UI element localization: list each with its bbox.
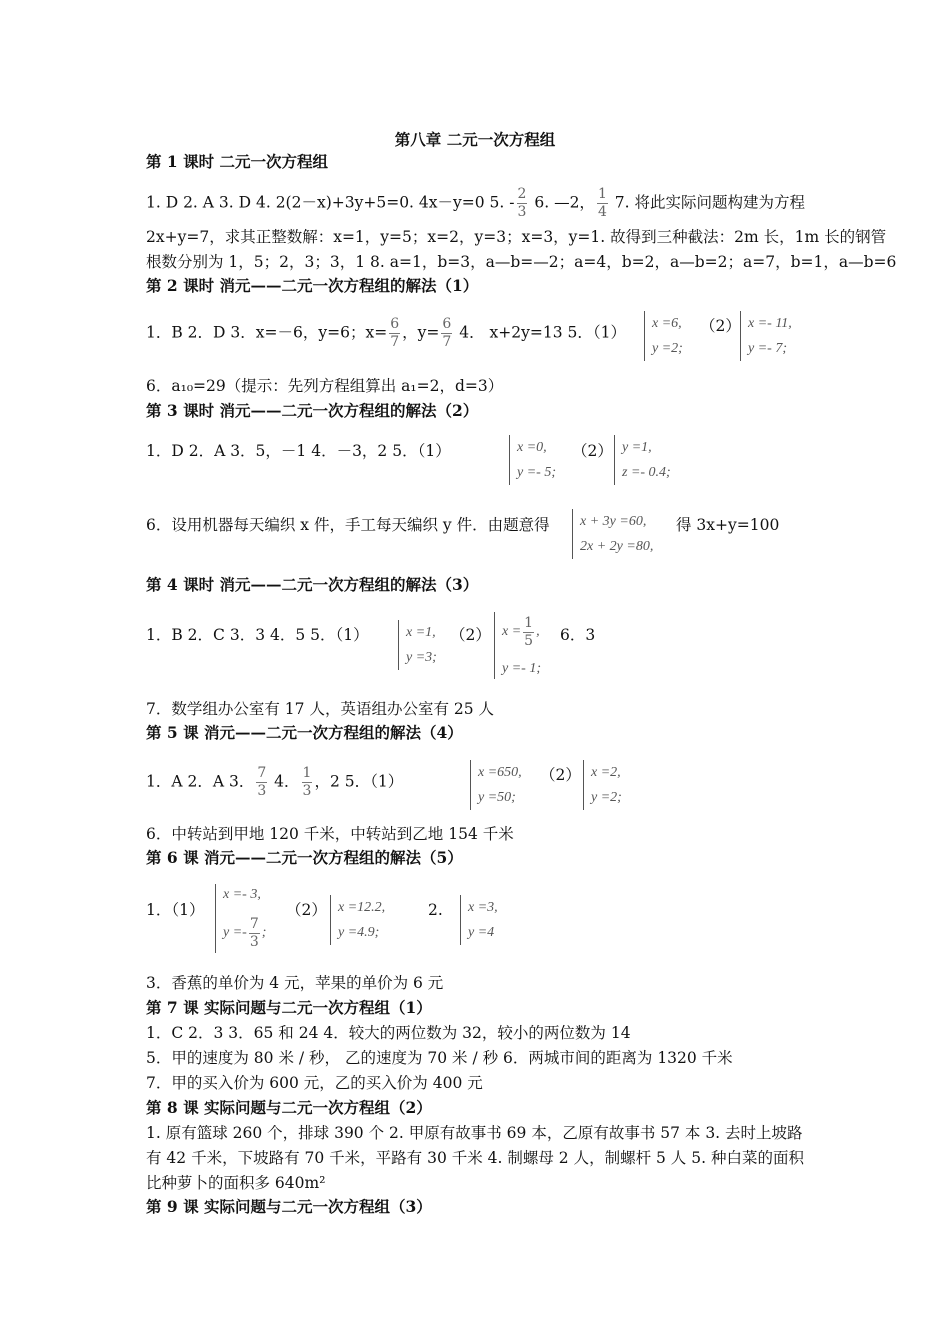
section-7-line-2: 5．甲的速度为 80 米 / 秒， 乙的速度为 70 米 / 秒 6．两城市间的距离为 1320 千米: [146, 1049, 733, 1067]
section-7-heading: 第 7 课 实际问题与二元一次方程组（1）: [146, 998, 432, 1017]
equation-system: x = $\frac{1}{5}$ , y =- 1;: [494, 612, 541, 679]
equation-system: x =6, y =2;: [644, 311, 683, 361]
section-7-line-3: 7．甲的买入价为 600 元，乙的买入价为 400 元: [146, 1074, 483, 1092]
equation-system: x =12.2, y =4.9;: [330, 895, 385, 945]
part-label: 2.: [428, 901, 443, 919]
section-3-heading: 第 3 课时 消元——二元一次方程组的解法（2）: [146, 401, 479, 420]
equation-system: x =3, y =4: [460, 895, 498, 945]
section-7-line-1: 1．C 2．3 3．65 和 24 4．较大的两位数为 32，较小的两位数为 14: [146, 1024, 631, 1042]
section-6-line-1: 1．（1）: [146, 901, 205, 919]
section-3-line-1: 1．D 2．A 3．5，－1 4．－3，2 5．（1）: [146, 442, 451, 460]
equation-system: x =- 3, y =- $\frac{7}{3}$ ;: [215, 884, 266, 953]
fraction: $\frac{1}{5}$: [524, 614, 534, 649]
fraction: $\frac{6}{7}$: [442, 316, 452, 350]
answer-text: 6．3: [560, 626, 596, 644]
equation-system: x =- 11, y =- 7;: [740, 311, 792, 361]
section-1-line-3: 根数分别为 1，5；2，3；3，1 8. a=1，b=3，a—b=—2；a=4，b=2，a—b=2；a=7，b=1，a—b=6: [146, 253, 897, 271]
part-label: （2）: [700, 317, 741, 335]
section-4-heading: 第 4 课时 消元——二元一次方程组的解法（3）: [146, 575, 479, 594]
section-8-line-2: 有 42 千米，下坡路有 70 千米，平路有 30 千米 4. 制螺母 2 人，制螺杆 5 人 5. 种白菜的面积: [146, 1149, 804, 1167]
section-4-line-2: 7．数学组办公室有 17 人，英语组办公室有 25 人: [146, 700, 495, 718]
equation-system: x =2, y =2;: [583, 760, 622, 810]
section-9-heading: 第 9 课 实际问题与二元一次方程组（3）: [146, 1197, 432, 1216]
section-5-line-2: 6．中转站到甲地 120 千米，中转站到乙地 154 千米: [146, 825, 514, 843]
section-5-line-1: 1．A 2．A 3． $\frac{7}{3}$ 4． $\frac{1}{3}$ ，2 5．（1）: [146, 765, 404, 799]
section-2-line-2: 6．a₁₀=29（提示：先列方程组算出 a₁=2，d=3）: [146, 377, 504, 395]
equation-system: x =0, y =- 5;: [509, 435, 556, 485]
section-3-line-2: 6．设用机器每天编织 x 件，手工每天编织 y 件．由题意得: [146, 516, 550, 534]
section-8-heading: 第 8 课 实际问题与二元一次方程组（2）: [146, 1098, 432, 1117]
part-label: （2）: [286, 901, 327, 919]
part-label: （2）: [450, 626, 491, 644]
part-label: （2）: [572, 442, 613, 460]
section-2-line-1: 1．B 2．D 3．x=－6，y=6；x= $\frac{6}{7}$ ，y= $\frac{6}{7}$ 4． x+2y=13 5．（1）: [146, 316, 626, 350]
fraction: $\frac{6}{7}$: [390, 316, 400, 350]
fraction: $\frac{1}{3}$: [302, 765, 312, 799]
conclusion-text: 得 3x+y=100: [676, 516, 780, 534]
section-8-line-3: 比种萝卜的面积多 640m²: [146, 1174, 326, 1192]
part-label: （2）: [540, 766, 581, 784]
section-6-line-2: 3．香蕉的单价为 4 元，苹果的单价为 6 元: [146, 974, 444, 992]
chapter-title: 第八章 二元一次方程组: [394, 130, 556, 149]
section-5-heading: 第 5 课 消元——二元一次方程组的解法（4）: [146, 723, 463, 742]
equation-system: x + 3y =60, 2x + 2y =80,: [572, 509, 653, 559]
section-8-line-1: 1. 原有篮球 260 个，排球 390 个 2. 甲原有故事书 69 本，乙原有故事书 57 本 3. 去时上坡路: [146, 1124, 803, 1142]
section-1-heading: 第 1 课时 二元一次方程组: [146, 152, 328, 171]
section-1-line-1: 1. D 2. A 3. D 4. 2(2－x)+3y+5=0. 4x－y=0 5. - $\frac{2}{3}$ 6. —2， $\frac{1}{4}$ 7. 将此实际问题构建为方程: [146, 186, 806, 220]
section-4-line-1: 1．B 2．C 3．3 4．5 5．（1）: [146, 626, 369, 644]
equation-system: x =650, y =50;: [470, 760, 522, 810]
section-6-heading: 第 6 课 消元——二元一次方程组的解法（5）: [146, 848, 463, 867]
fraction: $\frac{2}{3}$: [517, 186, 527, 220]
fraction: $\frac{1}{4}$: [597, 186, 607, 220]
equation-system: y =1, z =- 0.4;: [614, 435, 671, 485]
fraction: $\frac{7}{3}$: [249, 915, 259, 950]
section-2-heading: 第 2 课时 消元——二元一次方程组的解法（1）: [146, 276, 479, 295]
equation-system: x =1, y =3;: [398, 620, 437, 670]
section-1-line-2: 2x+y=7，求其正整数解：x=1，y=5；x=2，y=3；x=3，y=1. 故得到三种截法：2m 长，1m 长的钢管: [146, 228, 887, 246]
fraction: $\frac{7}{3}$: [257, 765, 267, 799]
